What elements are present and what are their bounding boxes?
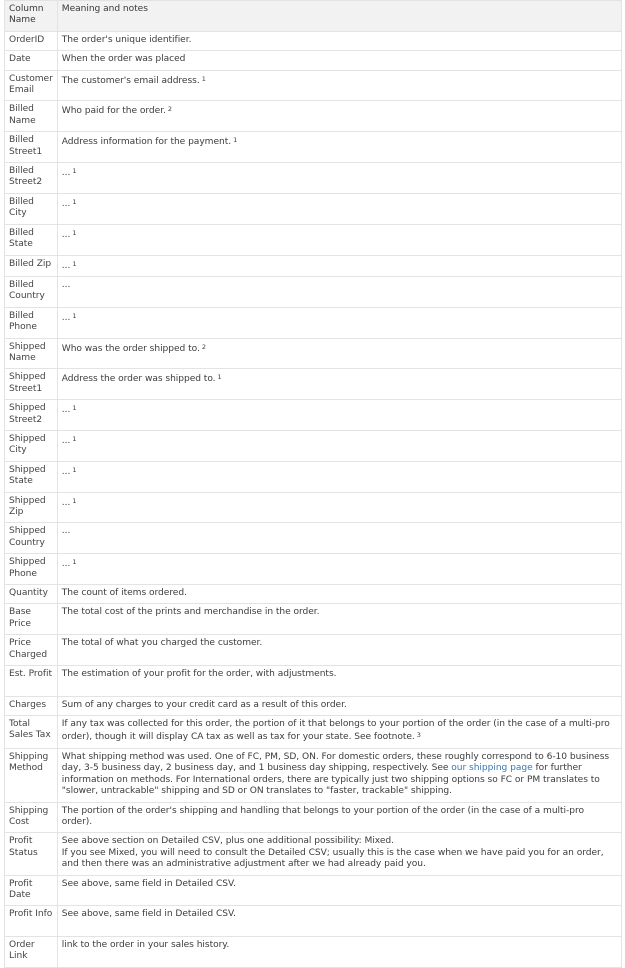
notes-cell [57, 430, 621, 461]
column-name-cell: Billed Street2 [5, 163, 58, 194]
column-name-cell: Charges [5, 696, 58, 715]
column-name-cell: Order Link [5, 936, 58, 967]
table-row [5, 307, 622, 338]
notes-text: Address the order was shipped to. [61, 374, 216, 385]
column-name-cell: Base Price [5, 604, 58, 635]
footnote-marker: 1 [72, 496, 77, 505]
footnote-marker: 1 [72, 558, 77, 567]
footnote-marker: 2 [167, 105, 172, 114]
notes-cell [57, 461, 621, 492]
notes-cell [57, 400, 621, 431]
column-name-cell: Billed Name [5, 101, 58, 132]
footnote-marker: 1 [72, 311, 77, 320]
table-row [5, 31, 622, 50]
column-name-cell: Shipped Phone [5, 554, 58, 585]
notes-text: The order's unique identifier. [61, 34, 192, 45]
notes-text: The total cost of the prints and merchandise in the order. [61, 607, 320, 618]
table-row [5, 224, 622, 255]
notes-text: The total of what you charged the customer. [61, 638, 263, 649]
header-meaning-notes: Meaning and notes [57, 1, 621, 32]
footnote-marker: 1 [72, 465, 77, 474]
notes-cell [57, 635, 621, 666]
table-row [5, 70, 622, 101]
notes-text: ... [61, 466, 71, 477]
table-row [5, 585, 622, 604]
table-row [5, 936, 622, 967]
footnote-marker: 1 [201, 74, 206, 83]
table-row [5, 696, 622, 715]
notes-text: ... [61, 526, 71, 537]
notes-text: link to the order in your sales history. [61, 939, 230, 950]
notes-text: ... [61, 435, 71, 446]
header-column-name: Column Name [5, 1, 58, 32]
notes-cell [57, 554, 621, 585]
table-row [5, 906, 622, 937]
notes-cell [57, 875, 621, 906]
shipping-page-link[interactable]: our shipping page [451, 763, 533, 774]
notes-cell [57, 369, 621, 400]
column-name-cell: Shipped Zip [5, 492, 58, 523]
column-name-cell: Billed Street1 [5, 132, 58, 163]
table-row [5, 163, 622, 194]
table-row [5, 132, 622, 163]
notes-cell [57, 716, 621, 749]
notes-cell [57, 132, 621, 163]
column-name-cell: Billed State [5, 224, 58, 255]
notes-text: ... [61, 229, 71, 240]
notes-cell [57, 936, 621, 967]
notes-text: If any tax was collected for this order, the portion of it that belongs to your portion of the order (in the case of a multi-pro order), though it will display CA tax as well as tax for your state. See footnote. [61, 719, 610, 743]
column-name-cell: Shipped Country [5, 523, 58, 554]
table-row [5, 101, 622, 132]
table-row [5, 833, 622, 875]
notes-text-line2: If you see Mixed, you will need to consult the Detailed CSV; usually this is the case when we have paid you for an order, and then there was an administrative adjustment after we had already paid you. [61, 847, 604, 870]
footnote-marker: 1 [233, 136, 238, 145]
column-name-cell: Shipped Street1 [5, 369, 58, 400]
table-header-row [5, 1, 622, 32]
table-row [5, 51, 622, 70]
table-row [5, 492, 622, 523]
column-name-cell: Profit Status [5, 833, 58, 875]
notes-text: Sum of any charges to your credit card as a result of this order. [61, 699, 347, 710]
table-row [5, 748, 622, 802]
notes-cell [57, 523, 621, 554]
notes-cell [57, 193, 621, 224]
notes-text: ... [61, 405, 71, 416]
notes-text: ... [61, 559, 71, 570]
column-name-cell: Price Charged [5, 635, 58, 666]
notes-text: for further information on methods. For International orders, there are typically just two shipping options so FC or PM translates to "slower, untrackable" shipping and SD or ON translates to "faster, trackable" shipping. [61, 763, 600, 797]
notes-cell [57, 31, 621, 50]
notes-text: The count of items ordered. [61, 588, 187, 599]
column-name-cell: Shipping Cost [5, 802, 58, 833]
notes-cell [57, 276, 621, 307]
table-body [5, 31, 622, 967]
footnote-marker: 1 [72, 259, 77, 268]
notes-text: What shipping method was used. One of FC, PM, SD, ON. For domestic orders, these roughly correspond to 6-10 business day, 3-5 business day, 2 business day, and 1 business day shipping, respectively. See [61, 751, 610, 774]
column-name-cell: Billed Phone [5, 307, 58, 338]
column-definitions-table [4, 0, 622, 968]
footnote-marker: 1 [72, 404, 77, 413]
notes-cell [57, 748, 621, 802]
notes-cell [57, 802, 621, 833]
footnote-marker: 1 [72, 228, 77, 237]
notes-text: See above, same field in Detailed CSV. [61, 909, 236, 920]
notes-text: See above section on Detailed CSV, plus one additional possibility: Mixed. [61, 836, 394, 847]
notes-cell [57, 51, 621, 70]
table-row [5, 523, 622, 554]
notes-cell [57, 666, 621, 697]
column-name-cell: Profit Date [5, 875, 58, 906]
table-row [5, 802, 622, 833]
column-name-cell: Shipped Name [5, 338, 58, 369]
notes-cell [57, 101, 621, 132]
table-row [5, 554, 622, 585]
notes-cell [57, 833, 621, 875]
notes-text: ... [61, 168, 71, 179]
notes-text: ... [61, 279, 71, 290]
column-name-cell: Customer Email [5, 70, 58, 101]
notes-cell [57, 585, 621, 604]
notes-text: ... [61, 312, 71, 323]
table-row [5, 875, 622, 906]
notes-text: The portion of the order's shipping and handling that belongs to your portion of the order (in the case of a multi-pro order). [61, 805, 584, 827]
table-row [5, 276, 622, 307]
column-name-cell: Billed Zip [5, 255, 58, 276]
footnote-marker: 1 [217, 373, 222, 382]
notes-cell [57, 70, 621, 101]
column-name-cell: OrderID [5, 31, 58, 50]
table-row [5, 193, 622, 224]
notes-cell [57, 604, 621, 635]
column-name-cell: Total Sales Tax [5, 716, 58, 749]
table-row [5, 338, 622, 369]
notes-cell [57, 906, 621, 937]
table-row [5, 369, 622, 400]
table-row [5, 604, 622, 635]
notes-text: When the order was placed [61, 54, 186, 65]
notes-cell [57, 492, 621, 523]
column-name-cell: Est. Profit [5, 666, 58, 697]
notes-cell [57, 224, 621, 255]
notes-cell [57, 255, 621, 276]
column-name-cell: Shipped State [5, 461, 58, 492]
column-name-cell: Billed City [5, 193, 58, 224]
column-name-cell: Shipping Method [5, 748, 58, 802]
notes-text: ... [61, 497, 71, 508]
table-row [5, 461, 622, 492]
notes-text: See above, same field in Detailed CSV. [61, 878, 236, 889]
table-row [5, 716, 622, 749]
notes-text: Who was the order shipped to. [61, 343, 200, 354]
notes-text: The estimation of your profit for the order, with adjustments. [61, 669, 337, 680]
notes-text: The customer's email address. [61, 75, 200, 86]
notes-cell [57, 307, 621, 338]
notes-text: Who paid for the order. [61, 106, 166, 117]
notes-text: ... [61, 260, 71, 271]
notes-cell [57, 163, 621, 194]
notes-text: Address information for the payment. [61, 137, 232, 148]
column-name-cell: Profit Info [5, 906, 58, 937]
table-row [5, 430, 622, 461]
notes-cell [57, 696, 621, 715]
table-row [5, 400, 622, 431]
footnote-marker: 1 [72, 167, 77, 176]
column-name-cell: Shipped City [5, 430, 58, 461]
table-row [5, 255, 622, 276]
column-name-cell: Date [5, 51, 58, 70]
footnote-marker: 1 [72, 197, 77, 206]
footnote-marker: 2 [201, 342, 206, 351]
table-row [5, 666, 622, 697]
footnote-marker: 3 [416, 731, 421, 740]
column-name-cell: Shipped Street2 [5, 400, 58, 431]
column-name-cell: Billed Country [5, 276, 58, 307]
table-row [5, 635, 622, 666]
column-name-cell: Quantity [5, 585, 58, 604]
notes-text: ... [61, 198, 71, 209]
footnote-marker: 1 [72, 434, 77, 443]
notes-cell [57, 338, 621, 369]
